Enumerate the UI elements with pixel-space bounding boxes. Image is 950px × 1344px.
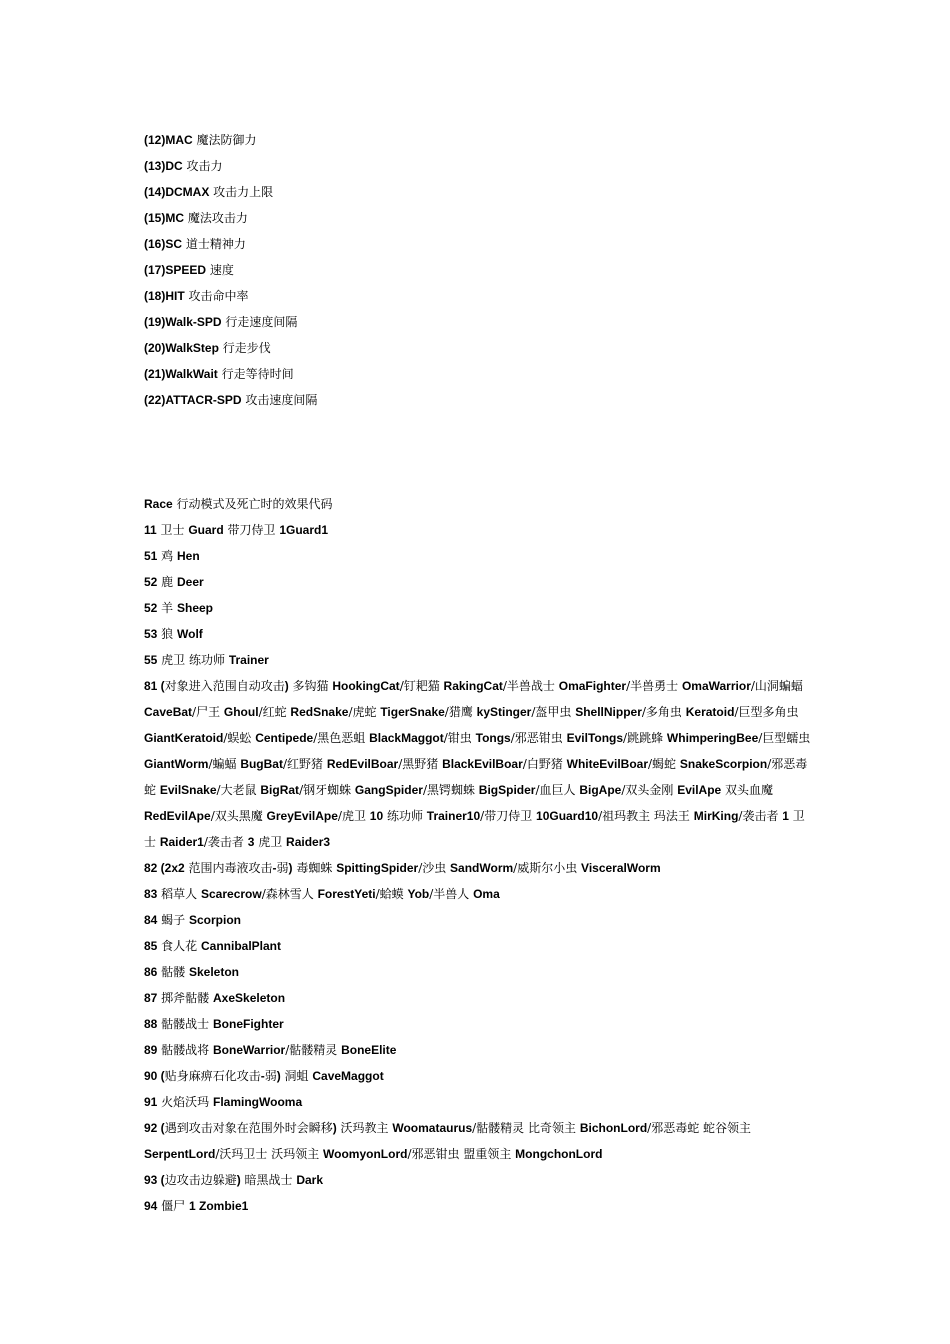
race-entry-text: /蝎蛇 bbox=[648, 757, 680, 771]
race-entry-code: BugBat bbox=[240, 757, 283, 771]
race-entry bbox=[144, 543, 814, 569]
race-entry-code: ) bbox=[332, 1121, 337, 1135]
race-entry bbox=[144, 959, 814, 985]
attribute-code: (13)DC bbox=[144, 159, 183, 173]
race-entry-code: SnakeScorpion bbox=[679, 757, 768, 771]
attribute-line bbox=[144, 231, 814, 257]
race-entry-code: BoneFighter bbox=[213, 1017, 284, 1031]
attribute-line bbox=[144, 127, 814, 153]
race-entry-code: Scorpion bbox=[189, 913, 242, 927]
race-entry-text: 蝎子 bbox=[157, 913, 189, 927]
race-entry-text: /巨型多角虫 bbox=[734, 705, 799, 719]
race-entry-code: TigerSnake bbox=[380, 705, 445, 719]
attribute-desc: 魔法攻击力 bbox=[184, 211, 248, 225]
race-entry-code: 1 Zombie1 bbox=[189, 1199, 249, 1213]
race-entry-text: /双头黑魔 bbox=[210, 809, 267, 823]
race-entry-text: /盔甲虫 bbox=[531, 705, 576, 719]
race-entry-code: 1 bbox=[782, 809, 789, 823]
attribute-code: (20)WalkStep bbox=[144, 341, 219, 355]
race-entry-code: GangSpider bbox=[354, 783, 423, 797]
race-entry-code: FlamingWooma bbox=[213, 1095, 303, 1109]
race-entry-code: OmaWarrior bbox=[681, 679, 751, 693]
race-entry-code: Tongs bbox=[475, 731, 511, 745]
race-entry-code: BigRat bbox=[260, 783, 300, 797]
race-entry-code: SerpentLord bbox=[144, 1147, 216, 1161]
race-entry-code: CaveBat bbox=[144, 705, 193, 719]
race-entry-text: 骷髅战士 bbox=[157, 1017, 213, 1031]
race-entry-code: 86 bbox=[144, 965, 158, 979]
race-entry-text: /沙虫 bbox=[418, 861, 451, 875]
race-entry-text: 弱 bbox=[276, 861, 289, 875]
race-entry-code: 55 bbox=[144, 653, 158, 667]
race-entry-code: CaveMaggot bbox=[312, 1069, 384, 1083]
race-entry-code: Wolf bbox=[177, 627, 203, 641]
race-entry-text: 暗黑战士 bbox=[240, 1173, 297, 1187]
race-entry-code: 85 bbox=[144, 939, 158, 953]
race-entry-code: kyStinger bbox=[476, 705, 532, 719]
race-heading-desc: 行动模式及死亡时的效果代码 bbox=[172, 497, 333, 511]
race-entry bbox=[144, 1011, 814, 1037]
race-entry-code: CannibalPlant bbox=[201, 939, 282, 953]
race-entry-code: 89 bbox=[144, 1043, 158, 1057]
race-entry-code: GreyEvilApe bbox=[266, 809, 338, 823]
race-entry-code: 91 bbox=[144, 1095, 158, 1109]
race-entry-code: 81 ( bbox=[144, 679, 165, 693]
attribute-line bbox=[144, 153, 814, 179]
race-entry-text: 虎卫 bbox=[254, 835, 287, 849]
attribute-code: (21)WalkWait bbox=[144, 367, 218, 381]
race-entry-text: /虎蛇 bbox=[348, 705, 381, 719]
race-entry-text: /蝙蝠 bbox=[208, 757, 241, 771]
race-entry-code: 10 bbox=[369, 809, 384, 823]
attribute-desc: 行走速度间隔 bbox=[221, 315, 298, 329]
race-entry-code: ) bbox=[284, 679, 289, 693]
race-entry-text: /威斯尔小虫 bbox=[513, 861, 582, 875]
race-entry-code: WoomyonLord bbox=[323, 1147, 408, 1161]
race-entry-code: - bbox=[272, 861, 277, 875]
race-entry-code: RedSnake bbox=[290, 705, 349, 719]
race-entry-code: MongchonLord bbox=[515, 1147, 603, 1161]
race-entry-code: Trainer10 bbox=[426, 809, 481, 823]
attribute-desc: 魔法防御力 bbox=[192, 133, 257, 147]
attribute-code: (22)ATTACR-SPD bbox=[144, 393, 242, 407]
race-entry-code: 94 bbox=[144, 1199, 158, 1213]
race-entry-text: /祖玛教主 玛法王 bbox=[598, 809, 694, 823]
race-entry-text: /带刀侍卫 bbox=[480, 809, 537, 823]
race-entry-code: HookingCat bbox=[332, 679, 400, 693]
race-entry-text: 骷髅 bbox=[157, 965, 189, 979]
race-entry-text: /白野猪 bbox=[522, 757, 567, 771]
race-entry-code: EvilApe bbox=[677, 783, 722, 797]
race-entry-text: /大老鼠 bbox=[216, 783, 261, 797]
race-entry-code: 83 bbox=[144, 887, 158, 901]
race-entry-code: 53 bbox=[144, 627, 158, 641]
race-entry-text: /半兽人 bbox=[429, 887, 474, 901]
race-entry-code: GiantWorm bbox=[144, 757, 209, 771]
race-entry-text: 卫士 bbox=[156, 523, 189, 537]
race-entry-code: WhiteEvilBoar bbox=[566, 757, 648, 771]
race-entry-code: Raider3 bbox=[286, 835, 331, 849]
race-entry-text: /邪恶钳虫 bbox=[510, 731, 567, 745]
race-entry-text: /钳虫 bbox=[443, 731, 476, 745]
attribute-code: (16)SC bbox=[144, 237, 183, 251]
race-entry-text: 遇到攻击对象在范围外时会瞬移 bbox=[164, 1121, 333, 1135]
attribute-desc: 攻击力上限 bbox=[209, 185, 274, 199]
race-entry-text: 练功师 bbox=[383, 809, 427, 823]
race-entry-text: 双头血魔 bbox=[721, 783, 774, 797]
race-entry-text: 食人花 bbox=[157, 939, 201, 953]
attribute-desc: 攻击速度间隔 bbox=[241, 393, 318, 407]
race-entry-code: VisceralWorm bbox=[581, 861, 661, 875]
race-entry-text: /多角虫 bbox=[641, 705, 686, 719]
race-entry-code: SpittingSpider bbox=[336, 861, 419, 875]
race-section bbox=[144, 491, 814, 1219]
race-entry-text: /巨型蠕虫 bbox=[758, 731, 811, 745]
race-entry-text: /黑锷蜘蛛 bbox=[422, 783, 479, 797]
race-entry-code: GiantKeratoid bbox=[144, 731, 224, 745]
section-spacer bbox=[144, 413, 814, 491]
race-entry-text: /骷髅精灵 比奇领主 bbox=[472, 1121, 580, 1135]
race-entry-code: BlackEvilBoar bbox=[442, 757, 523, 771]
race-entry-code: Dark bbox=[296, 1173, 324, 1187]
race-entry bbox=[144, 985, 814, 1011]
race-entry-code: 90 ( bbox=[144, 1069, 165, 1083]
race-entry-code: Trainer bbox=[228, 653, 269, 667]
race-entry-code: 92 ( bbox=[144, 1121, 165, 1135]
race-entry-text: 带刀侍卫 bbox=[223, 523, 280, 537]
race-entry-text: 羊 bbox=[157, 601, 177, 615]
attribute-desc: 道士精神力 bbox=[182, 237, 246, 251]
race-entry-text: 虎卫 练功师 bbox=[157, 653, 229, 667]
race-entry-text: 对象进入范围自动攻击 bbox=[164, 679, 285, 693]
race-entry-text: /黑色恶蛆 bbox=[313, 731, 370, 745]
race-entry-text: /虎卫 bbox=[337, 809, 370, 823]
attribute-desc: 行走步伐 bbox=[218, 341, 271, 355]
race-entry-text: /蜈蚣 bbox=[223, 731, 256, 745]
race-entry-text: 弱 bbox=[264, 1069, 277, 1083]
race-entry-text: /邪恶毒蛇 蛇谷领主 bbox=[647, 1121, 752, 1135]
race-entry-code: Oma bbox=[473, 887, 500, 901]
race-entry-code: RedEvilApe bbox=[144, 809, 211, 823]
race-entry bbox=[144, 1037, 814, 1063]
race-entry bbox=[144, 1063, 814, 1089]
race-entry-text: 鸡 bbox=[157, 549, 177, 563]
attribute-line bbox=[144, 179, 814, 205]
attribute-desc: 速度 bbox=[206, 263, 234, 277]
race-entry-text: /骷髅精灵 bbox=[285, 1043, 342, 1057]
race-entry-code: BoneWarrior bbox=[213, 1043, 286, 1057]
race-entry-text: /钉耙猫 bbox=[399, 679, 444, 693]
attribute-line bbox=[144, 257, 814, 283]
race-entry bbox=[144, 569, 814, 595]
race-entry-code: 93 ( bbox=[144, 1173, 165, 1187]
race-entry-text: 多钩猫 bbox=[288, 679, 333, 693]
attribute-line bbox=[144, 335, 814, 361]
race-entry-code: Woomataurus bbox=[392, 1121, 473, 1135]
race-entry-text: 边攻击边躲避 bbox=[164, 1173, 237, 1187]
race-entry-text: /红蛇 bbox=[258, 705, 291, 719]
attribute-code: (19)Walk-SPD bbox=[144, 315, 222, 329]
race-entry-text: 毒蜘蛛 bbox=[292, 861, 337, 875]
race-entry-code: BlackMaggot bbox=[369, 731, 444, 745]
race-entry-code: 88 bbox=[144, 1017, 158, 1031]
race-entry-code: BigSpider bbox=[478, 783, 536, 797]
race-heading-code: Race bbox=[144, 497, 173, 511]
race-entry-code: 87 bbox=[144, 991, 158, 1005]
race-entry-text: 鹿 bbox=[157, 575, 177, 589]
attribute-code: (15)MC bbox=[144, 211, 185, 225]
race-entry-code: 84 bbox=[144, 913, 158, 927]
race-entry-code: 52 bbox=[144, 601, 158, 615]
race-entry-code: ) bbox=[276, 1069, 281, 1083]
attribute-desc: 攻击力 bbox=[182, 159, 223, 173]
race-entry-code: Scarecrow bbox=[201, 887, 262, 901]
attribute-line bbox=[144, 283, 814, 309]
race-entry-code: RakingCat bbox=[443, 679, 503, 693]
race-entry-text: 卫士 bbox=[144, 809, 805, 849]
race-entry-text: 僵尸 bbox=[157, 1199, 189, 1213]
race-entry bbox=[144, 647, 814, 673]
race-entry bbox=[144, 1089, 814, 1115]
race-entry-code: WhimperingBee bbox=[666, 731, 759, 745]
document-content bbox=[144, 127, 814, 1219]
race-entry-code: MirKing bbox=[693, 809, 739, 823]
attribute-line bbox=[144, 205, 814, 231]
race-entry-code: 3 bbox=[247, 835, 255, 849]
race-entry-code: Centipede bbox=[255, 731, 314, 745]
attribute-code: (17)SPEED bbox=[144, 263, 207, 277]
race-entry-code: 11 bbox=[144, 523, 157, 537]
race-entry-code: Hen bbox=[177, 549, 200, 563]
race-entry-code: ) bbox=[236, 1173, 241, 1187]
race-entry bbox=[144, 1193, 814, 1219]
race-entry bbox=[144, 907, 814, 933]
attribute-list bbox=[144, 127, 814, 413]
race-entry-text: /森林雪人 bbox=[261, 887, 318, 901]
race-entry-code: Sheep bbox=[177, 601, 214, 615]
race-entry-code: Ghoul bbox=[223, 705, 259, 719]
race-entry bbox=[144, 1115, 814, 1167]
race-entry-code: ) bbox=[288, 861, 293, 875]
race-entry-code: BoneElite bbox=[341, 1043, 397, 1057]
race-entry bbox=[144, 933, 814, 959]
attribute-desc: 行走等待时间 bbox=[217, 367, 294, 381]
attribute-code: (18)HIT bbox=[144, 289, 185, 303]
race-entry-code: 1Guard1 bbox=[279, 523, 328, 537]
race-entry-code: OmaFighter bbox=[558, 679, 627, 693]
race-entry-code: EvilSnake bbox=[159, 783, 217, 797]
race-entry-text: 狼 bbox=[157, 627, 177, 641]
race-entry-code: ShellNipper bbox=[575, 705, 642, 719]
attribute-line bbox=[144, 309, 814, 335]
race-entry-text: /钢牙蜘蛛 bbox=[299, 783, 355, 797]
race-entry-text: /邪恶毒蛇 bbox=[144, 757, 808, 797]
race-entry-code: 10Guard10 bbox=[536, 809, 599, 823]
race-entry-text: 洞蛆 bbox=[280, 1069, 313, 1083]
race-entry-text: /尸王 bbox=[192, 705, 224, 719]
race-entry-text: /血巨人 bbox=[535, 783, 580, 797]
race-entry-text: 范围内毒液攻击 bbox=[184, 861, 273, 875]
race-entry bbox=[144, 855, 814, 881]
race-entry-code: BichonLord bbox=[579, 1121, 648, 1135]
race-entry-code: SandWorm bbox=[450, 861, 514, 875]
race-entry bbox=[144, 881, 814, 907]
race-entry-code: BigApe bbox=[579, 783, 622, 797]
race-entry-code: Raider1 bbox=[159, 835, 204, 849]
attribute-code: (12)MAC bbox=[144, 133, 193, 147]
race-entry-text: /沃玛卫士 沃玛领主 bbox=[215, 1147, 324, 1161]
race-entry bbox=[144, 595, 814, 621]
race-entry-code: Skeleton bbox=[189, 965, 240, 979]
race-entry-code: Guard bbox=[188, 523, 224, 537]
race-entry-code: 51 bbox=[144, 549, 158, 563]
race-entry-text: 火焰沃玛 bbox=[157, 1095, 213, 1109]
race-entry-text: /山洞蝙蝠 bbox=[750, 679, 803, 693]
race-entry-code: ForestYeti bbox=[317, 887, 376, 901]
race-entry-code: - bbox=[260, 1069, 265, 1083]
race-entry-text: /半兽勇士 bbox=[626, 679, 682, 693]
race-entry-text: /双头金刚 bbox=[621, 783, 678, 797]
race-entry-text: /红野猪 bbox=[282, 757, 327, 771]
race-entry-code: AxeSkeleton bbox=[213, 991, 286, 1005]
race-entry-code: Yob bbox=[407, 887, 430, 901]
race-entry-text: /半兽战士 bbox=[502, 679, 559, 693]
race-entry-text: 掷斧骷髅 bbox=[157, 991, 213, 1005]
race-entry-code: Keratoid bbox=[685, 705, 735, 719]
race-entry-code: 52 bbox=[144, 575, 158, 589]
attribute-code: (14)DCMAX bbox=[144, 185, 210, 199]
race-entry-code: 82 (2x2 bbox=[144, 861, 185, 875]
race-entry bbox=[144, 1167, 814, 1193]
race-entry-text: /蛤蟆 bbox=[375, 887, 408, 901]
attribute-line bbox=[144, 387, 814, 413]
race-entry-text: 沃玛教主 bbox=[336, 1121, 393, 1135]
race-entry-text: /袭击者 bbox=[738, 809, 783, 823]
attribute-line bbox=[144, 361, 814, 387]
race-entry bbox=[144, 621, 814, 647]
race-entry bbox=[144, 673, 814, 855]
race-entry-text: 骷髅战将 bbox=[157, 1043, 213, 1057]
race-entry-text: /黑野猪 bbox=[398, 757, 443, 771]
race-entry-code: RedEvilBoar bbox=[326, 757, 399, 771]
race-entry-text: 贴身麻痹石化攻击 bbox=[164, 1069, 261, 1083]
race-entry bbox=[144, 517, 814, 543]
race-entry-code: Deer bbox=[177, 575, 204, 589]
race-heading bbox=[144, 491, 814, 517]
race-entry-text: 稻草人 bbox=[157, 887, 201, 901]
race-entry-code: EvilTongs bbox=[566, 731, 624, 745]
race-entry-text: /袭击者 bbox=[203, 835, 248, 849]
race-entry-text: /跳跳蜂 bbox=[623, 731, 667, 745]
attribute-desc: 攻击命中率 bbox=[184, 289, 249, 303]
race-entry-text: /猎鹰 bbox=[444, 705, 477, 719]
race-entry-list bbox=[144, 517, 814, 1219]
race-entry-text: /邪恶钳虫 盟重领主 bbox=[407, 1147, 516, 1161]
